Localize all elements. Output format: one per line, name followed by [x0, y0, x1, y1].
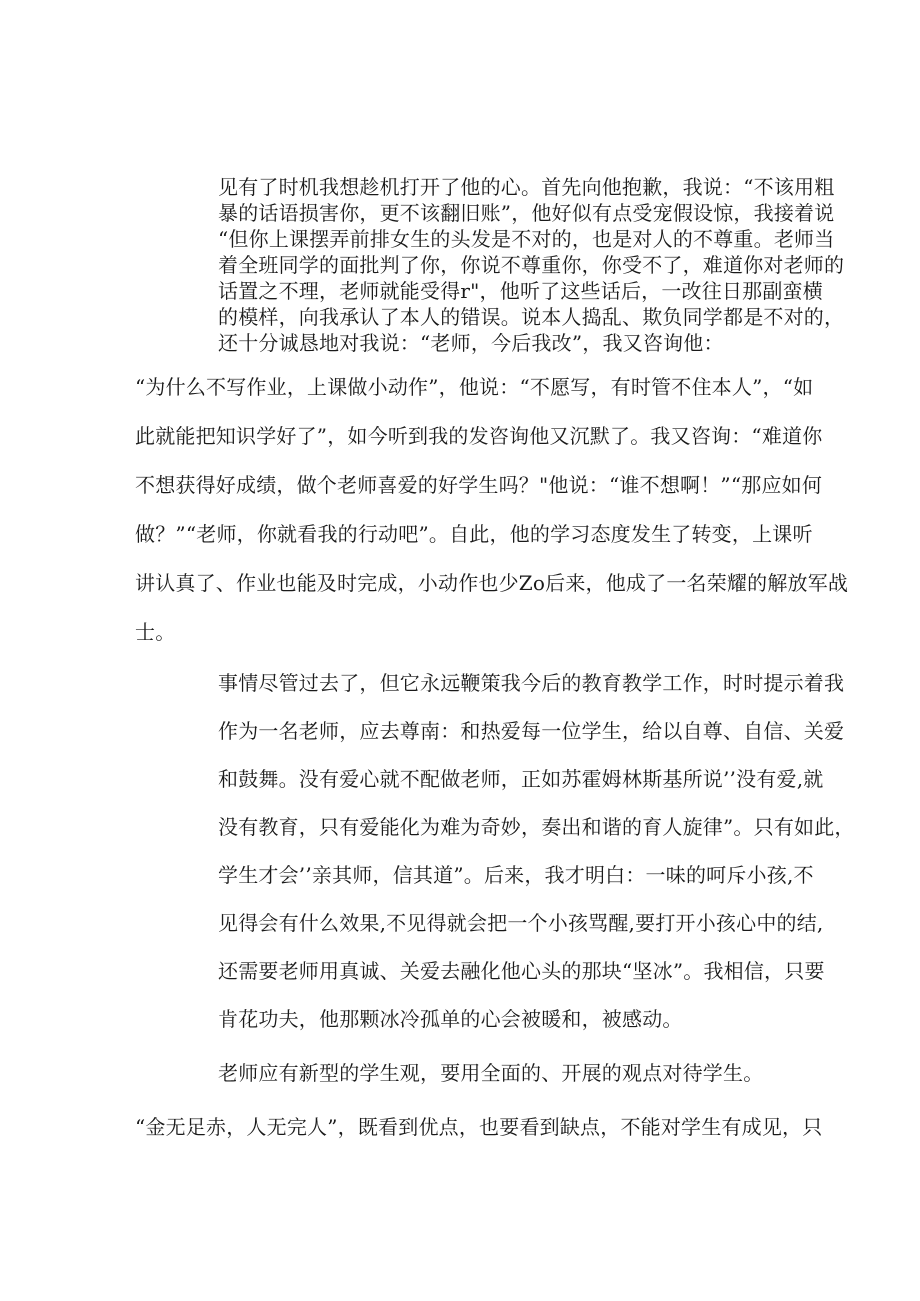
text-line: 作为一名老师，应去尊南：和热爱每一位学生，给以自尊、自信、关爱	[218, 719, 845, 743]
text-line: 事情尽管过去了，但它永远鞭策我今后的教育教学工作，时时提示着我	[218, 671, 845, 695]
text-line: 肯花功夫，他那颗冰冷孤单的心会被暖和，被感动。	[218, 1007, 683, 1031]
text-line: 还需要老师用真诚、关爱去融化他心头的那块“坚冰”。我相信，只要	[218, 959, 825, 983]
paragraph-5: “金无足赤，人无完人”，既看到优点，也要看到缺点，不能对学生有成见，只	[135, 1115, 823, 1139]
text-line: 话置之不理，老师就能受得r"，他听了这些话后，一改往日那副蛮横	[218, 279, 823, 303]
text-line: “但你上课摆弄前排女生的头发是不对的，也是对人的不尊重。老师当	[218, 227, 835, 251]
text-line: 不想获得好成绩，做个老师喜爱的好学生吗？"他说：“谁不想啊！”“那应如何	[135, 473, 823, 497]
text-line: 讲认真了、作业也能及时完成，小动作也少Zo后来，他成了一名荣耀的解放军战	[135, 571, 849, 595]
text-line: 见得会有什么效果,不见得就会把一个小孩骂醒,要打开小孩心中的结,	[218, 911, 824, 935]
text-line: 暴的话语损害你，更不该翻旧账”，他好似有点受宠假设惊，我接着说	[218, 201, 835, 225]
text-line: 此就能把知识学好了”，如今听到我的发咨询他又沉默了。我又咨询：“难道你	[135, 424, 823, 448]
text-line: 还十分诚恳地对我说：“老师，今后我改”，我又咨询他：	[218, 331, 724, 355]
text-line: 着全班同学的面批判了你，你说不尊重你，你受不了，难道你对老师的	[218, 253, 845, 277]
text-line: 和鼓舞。没有爱心就不配做老师，正如苏霍姆林斯基所说’’没有爱,就	[218, 767, 824, 791]
text-line: 见有了时机我想趁机打开了他的心。首先向他抱歉，我说：“不该用粗	[218, 175, 835, 199]
text-line: 学生才会’’亲其师，信其道”。后来，我才明白：一味的呵斥小孩,不	[218, 863, 814, 887]
paragraph-4: 老师应有新型的学生观，要用全面的、开展的观点对待学生。	[218, 1061, 764, 1085]
text-line: 士。	[135, 620, 176, 644]
text-line: 做？”“老师，你就看我的行动吧”。自此，他的学习态度发生了转变，上课听	[135, 522, 813, 546]
text-line: “为什么不写作业，上课做小动作”，他说：“不愿写，有时管不住本人”，“如	[135, 375, 814, 399]
text-line: 没有教育，只有爱能化为难为奇妙，奏出和谐的育人旋律”。只有如此，	[218, 815, 855, 839]
text-line: 的模样，向我承认了本人的错误。说本人捣乱、欺负同学都是不对的，	[218, 305, 845, 329]
